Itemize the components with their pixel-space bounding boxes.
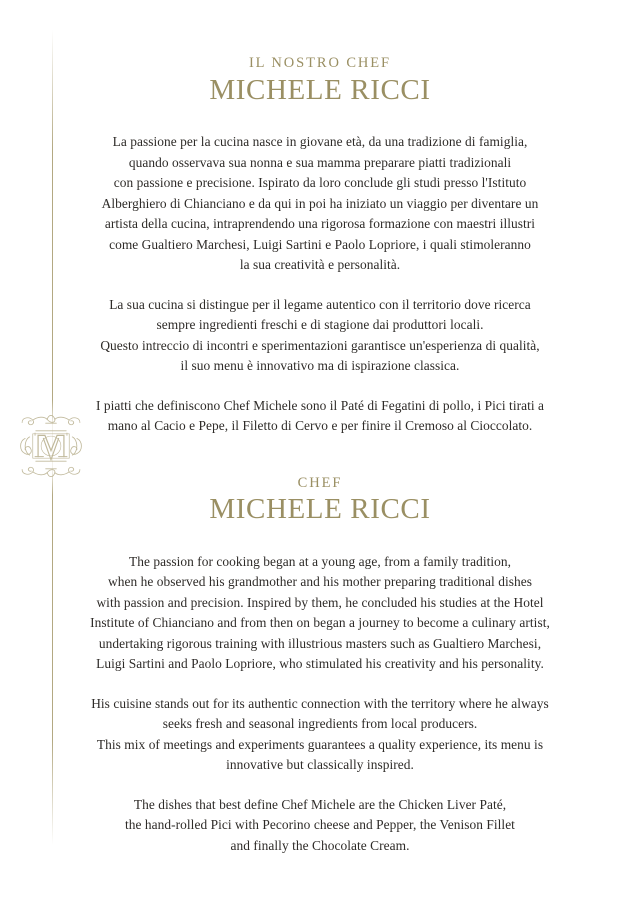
- text-line: il suo menu è innovativo ma di ispirazione classica.: [180, 358, 460, 374]
- text-line: La passione per la cucina nasce in giovane età, da una tradizione di famiglia,: [112, 134, 528, 150]
- text-line: This mix of meetings and experiments guarantees a quality experience, its menu is: [96, 736, 544, 752]
- text-line: sempre ingredienti freschi e di stagione dai produttori locali.: [156, 317, 484, 333]
- text-line: con passione e precisione. Ispirato da loro conclude gli studi presso l'Istituto: [113, 175, 527, 191]
- text-line: innovative but classically inspired.: [226, 757, 414, 773]
- text-line: Institute of Chianciano and from then on began a journey to become a culinary artist,: [90, 615, 550, 631]
- text-line: Luigi Sartini and Paolo Lopriore, who stimulated his creativity and his personality.: [96, 656, 544, 672]
- text-line: mano al Cacio e Pepe, il Filetto di Cervo e per finire il Cremoso al Cioccolato.: [107, 418, 533, 434]
- english-paragraph-3: [50, 795, 590, 857]
- italian-paragraph-2: [50, 295, 590, 377]
- text-line: Questo intreccio di incontri e sperimentazioni garantisce un'esperienza di qualità,: [100, 337, 540, 353]
- text-line: His cuisine stands out for its authentic connection with the territory where he always: [91, 695, 549, 711]
- text-line: come Gualtiero Marchesi, Luigi Sartini e Paolo Lopriore, i quali stimoleranno: [109, 236, 531, 252]
- text-line: seeks fresh and seasonal ingredients from local producers.: [162, 716, 478, 732]
- text-line: La sua cucina si distingue per il legame autentico con il territorio dove ricerca: [109, 296, 531, 312]
- italian-eyebrow: IL NOSTRO CHEF: [248, 55, 392, 71]
- text-line: the hand-rolled Pici with Pecorino cheese and Pepper, the Venison Fillet: [125, 817, 515, 833]
- english-paragraph-2: [50, 694, 590, 776]
- text-line: The passion for cooking began at a young age, from a family tradition,: [128, 553, 512, 569]
- italian-paragraph-3: [50, 396, 590, 437]
- text-line: artista della cucina, intraprendendo una rigorosa formazione con maestri illustri: [104, 216, 536, 232]
- english-paragraph-1: [50, 552, 590, 675]
- english-eyebrow: CHEF: [297, 474, 343, 491]
- text-line: The dishes that best define Chef Michele are the Chicken Liver Paté,: [133, 796, 507, 812]
- text-line: when he observed his grandmother and his mother preparing traditional dishes: [107, 574, 532, 590]
- section-english: [50, 437, 590, 857]
- text-line: quando osservava sua nonna e sua mamma preparare piatti tradizionali: [128, 154, 512, 170]
- text-line: la sua creatività e personalità.: [239, 257, 401, 273]
- italian-chef-name: MICHELE RICCI: [209, 73, 431, 106]
- text-line: and finally the Chocolate Cream.: [230, 837, 410, 853]
- italian-paragraph-1: [50, 132, 590, 276]
- italian-body: [50, 132, 590, 437]
- text-line: Alberghiero di Chianciano e da qui in poi ha iniziato un viaggio per diventare un: [101, 195, 539, 211]
- english-chef-name: MICHELE RICCI: [209, 493, 431, 526]
- text-line: undertaking rigorous training with illustrious masters such as Gualtiero Marchesi,: [98, 635, 542, 651]
- text-line: with passion and precision. Inspired by them, he concluded his studies at the Hotel: [96, 594, 544, 610]
- english-body: [50, 552, 590, 857]
- text-line: I piatti che definiscono Chef Michele sono il Paté di Fegatini di pollo, i Pici tirati a: [95, 397, 545, 413]
- section-italian: [50, 0, 590, 437]
